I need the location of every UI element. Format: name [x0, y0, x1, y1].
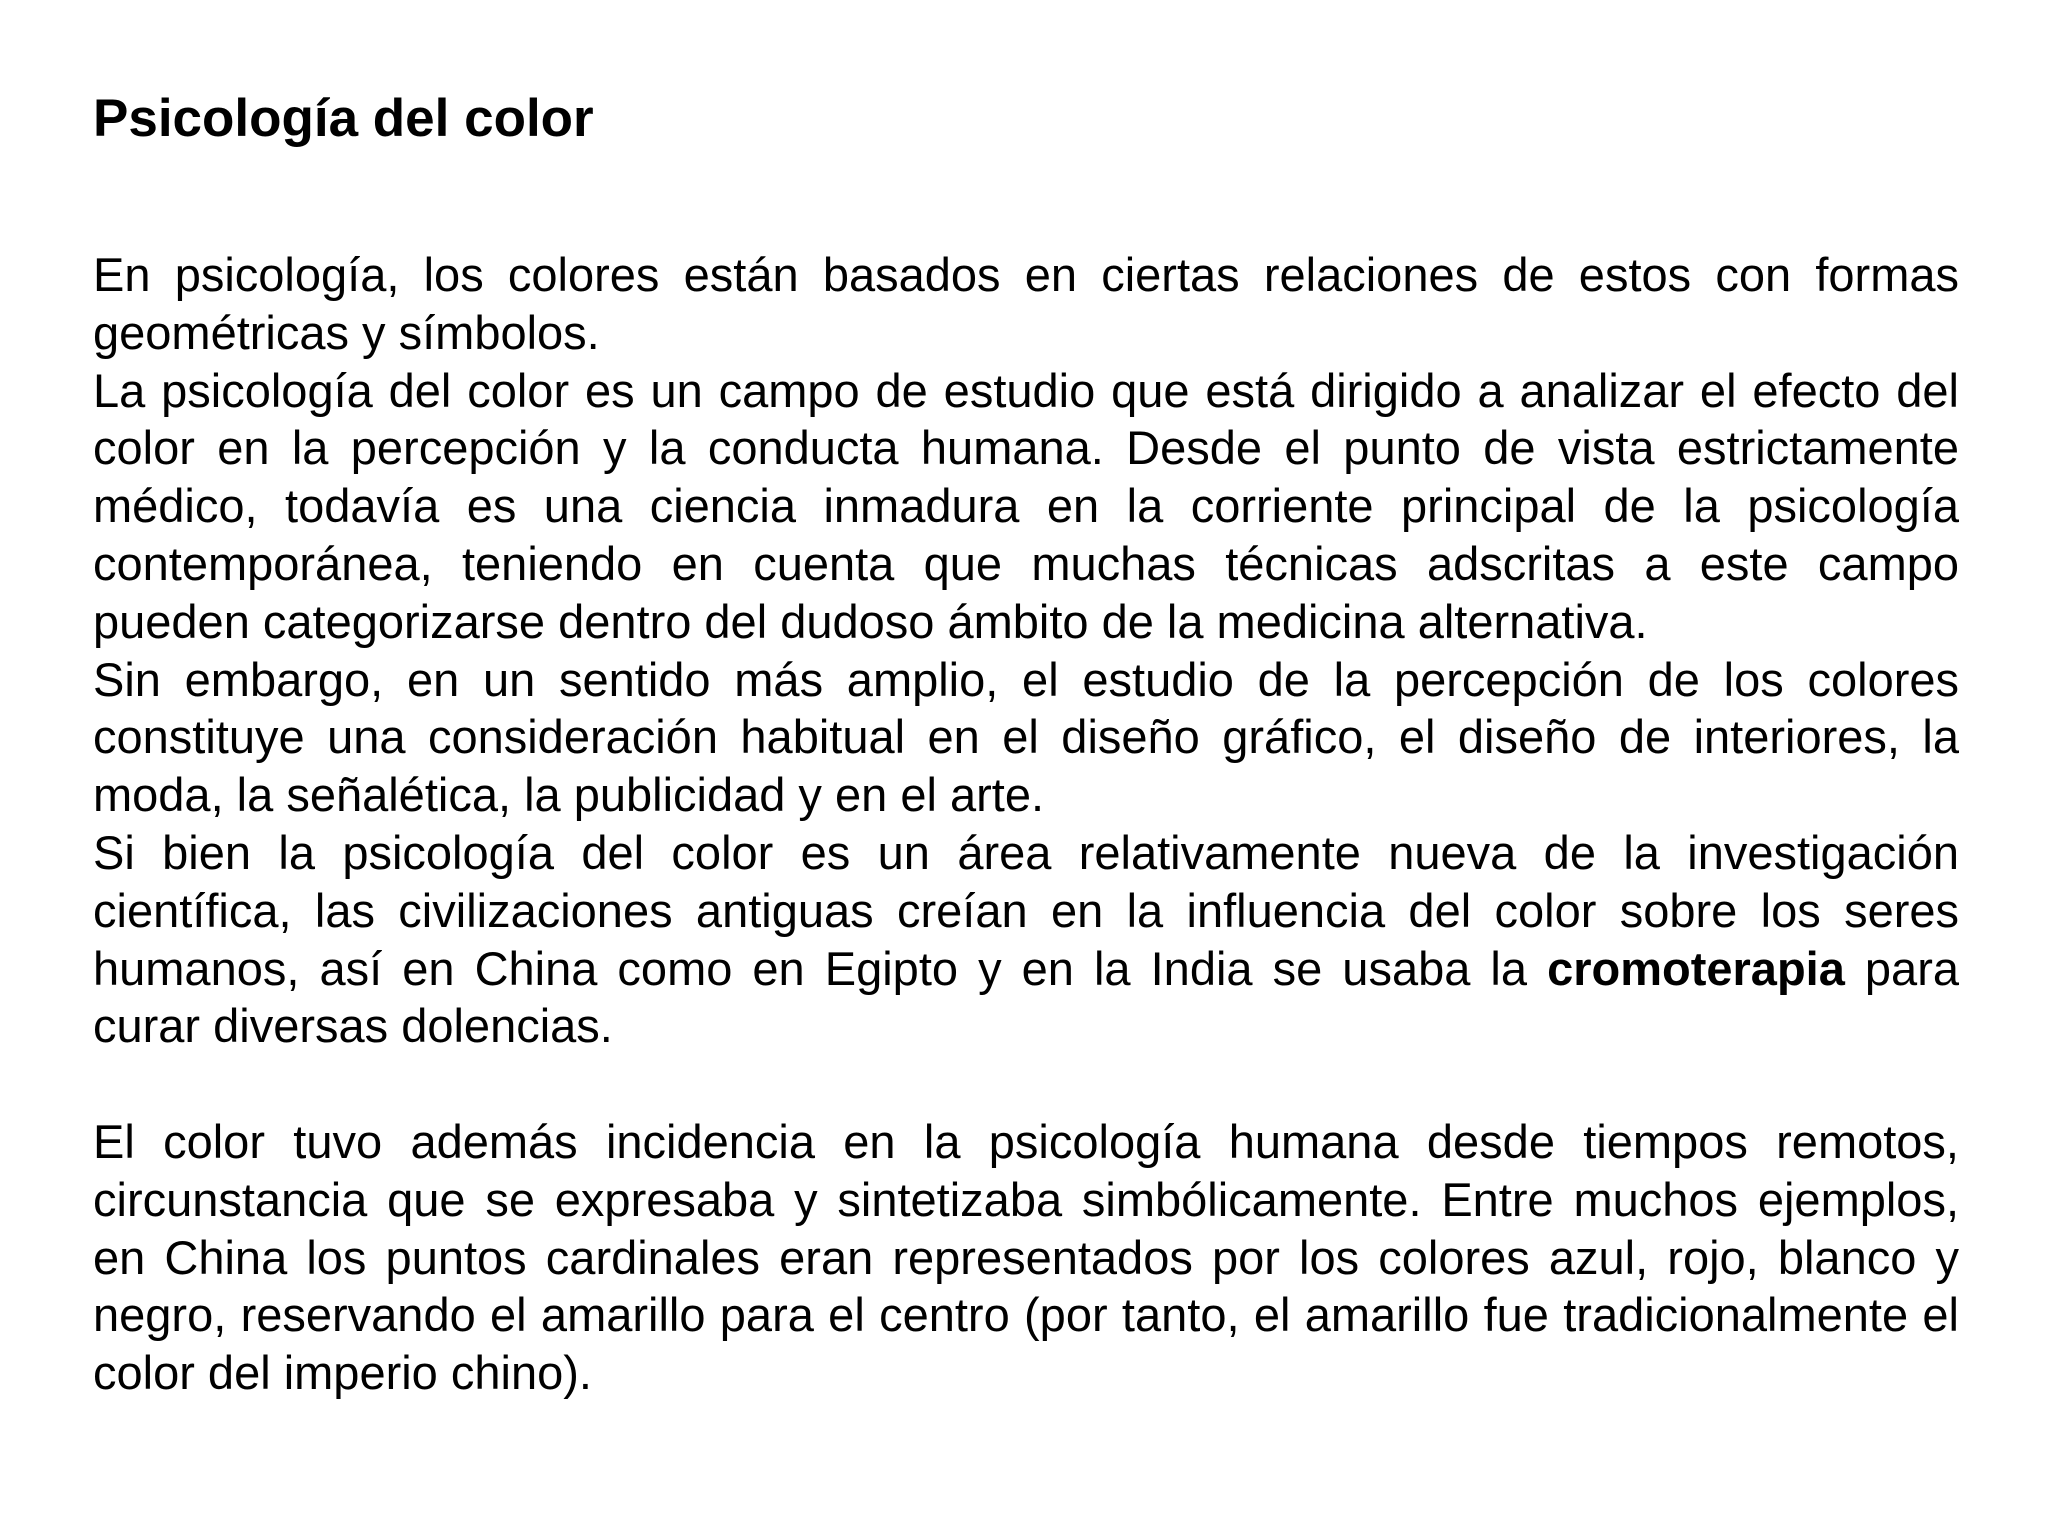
paragraph-5: El color tuvo además incidencia en la psicología humana desde tiempos remotos, circunstancia que se expresaba y sintetizaba simbólicamente. Entre muchos ejemplos, en China los puntos cardinales eran representados por los colores azul, rojo, blanco y negro, reservando el amarillo para el centro (por tanto, el amarillo fue tradicionalmente el color del imperio chino). — [93, 1114, 1959, 1400]
paragraph-4-bold-term: cromoterapia — [1547, 941, 1845, 995]
paragraph-3: Sin embargo, en un sentido más amplio, el estudio de la percepción de los colores constituye una consideración habitual en el diseño gráfico, el diseño de interiores, la moda, la señalética, la publicidad y en el arte. — [93, 652, 1959, 822]
paragraph-2: La psicología del color es un campo de estudio que está dirigido a analizar el efecto del color en la percepción y la conducta humana. Desde el punto de vista estrictamente médico, todavía es una ciencia inmadura en la corriente principal de la psicología contemporánea, teniendo en cuenta que muchas técnicas adscritas a este campo pueden categorizarse dentro del dudoso ámbito de la medicina alternativa. — [93, 363, 1959, 648]
paragraph-4-text-after: para curar diversas dolencias. — [93, 941, 1959, 1053]
document-body — [93, 246, 1959, 1402]
paragraph-4 — [93, 824, 1959, 1055]
paragraph-1: En psicología, los colores están basados en ciertas relaciones de estos con formas geométricas y símbolos. — [93, 248, 1959, 359]
paragraph-4-text-before: Si bien la psicología del color es un área relativamente nueva de la investigación científica, las civilizaciones antiguas creían en la influencia del color sobre los seres humanos, así en China como en Egipto y en la India se usaba la — [93, 825, 1959, 995]
page-title: Psicología del color — [93, 89, 594, 148]
document-page — [93, 88, 1959, 1402]
paragraph-spacer — [93, 1055, 1959, 1113]
